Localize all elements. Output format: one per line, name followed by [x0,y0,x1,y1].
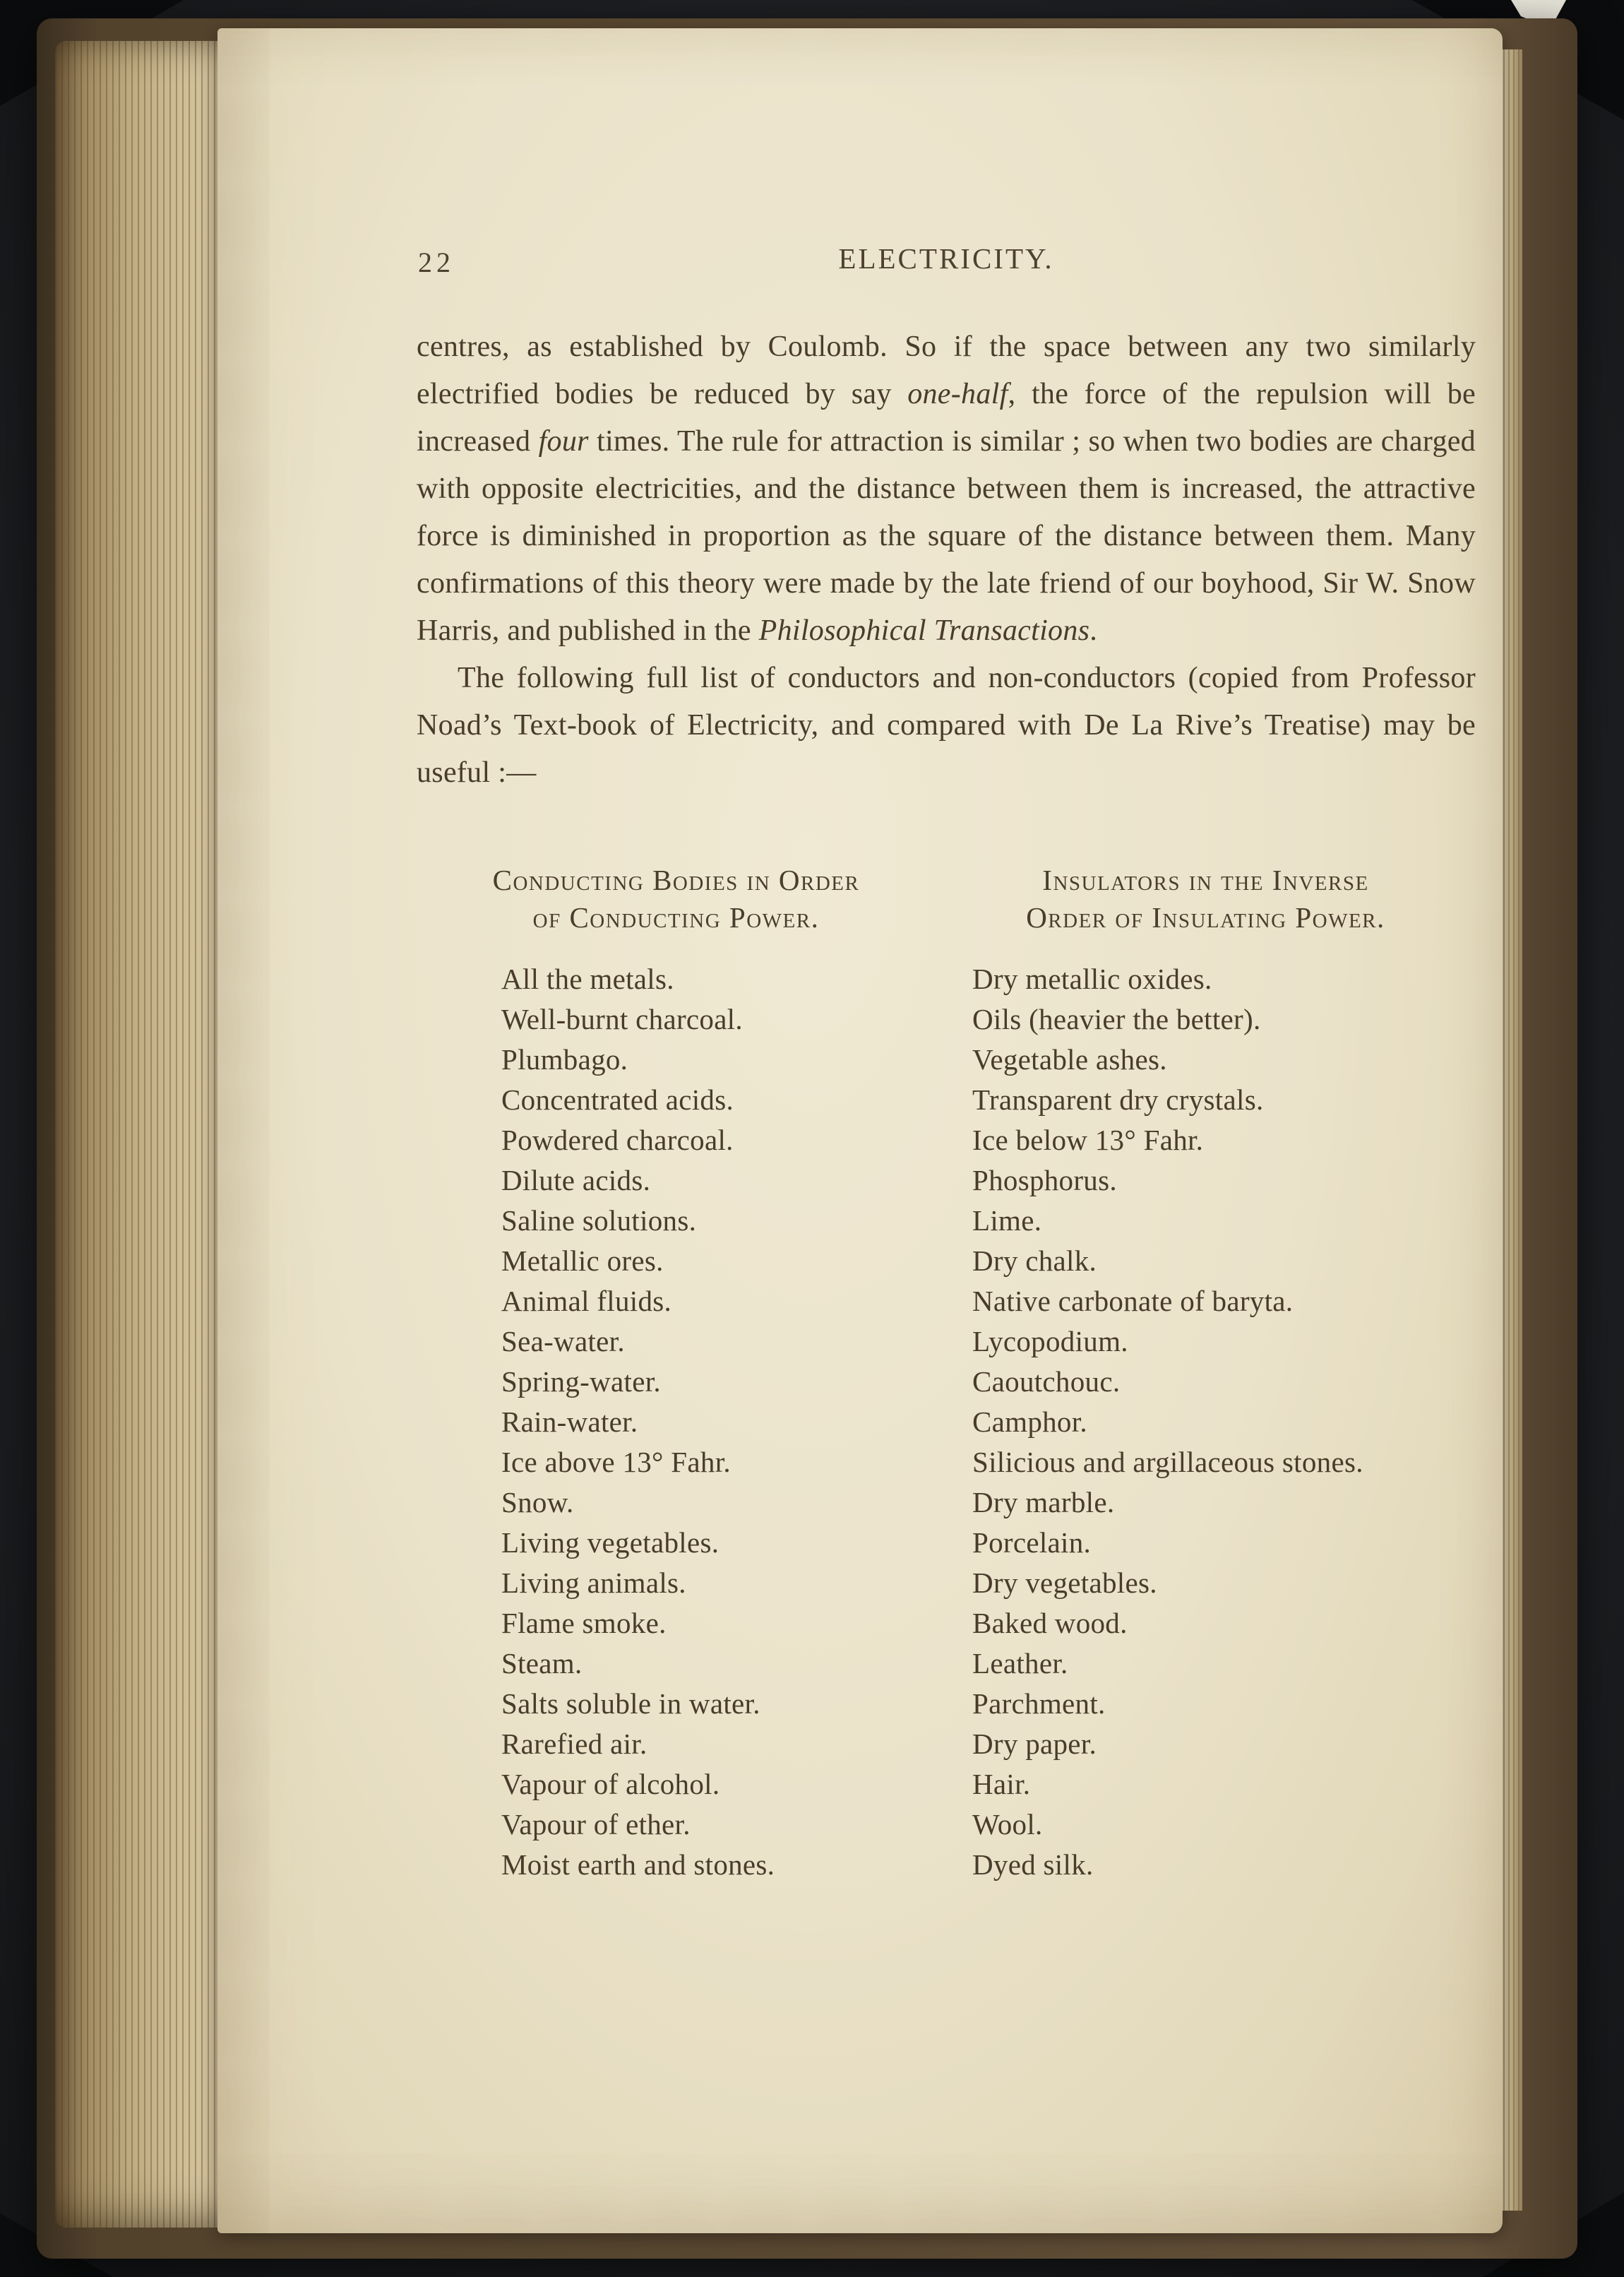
list-item: Silicious and argillaceous stones. [972,1446,1363,1478]
list-item: Camphor. [972,1405,1087,1438]
list-item: Parchment. [972,1687,1106,1720]
list-item: Spring-water. [501,1365,661,1398]
page-header-row [417,242,1476,287]
page-stack-edges-left [55,41,221,2228]
text-run: , the force of the repulsion will be increased [417,378,1476,458]
list-item: Caoutchouc. [972,1365,1121,1398]
list-item: Dyed silk. [972,1848,1094,1881]
paragraph-coulomb-law [417,323,1476,655]
italic-text-run: one-half [907,378,1008,410]
list-item: Flame smoke. [501,1607,667,1639]
italic-text-run: four [538,425,589,458]
two-column-lists [417,862,1476,1885]
list-item: Dry metallic oxides. [972,963,1212,995]
heading-line: Conducting Bodies in Order [492,864,860,896]
list-item: Rain-water. [501,1405,638,1438]
conductors-heading [417,862,936,937]
list-item: Baked wood. [972,1607,1128,1639]
list-item: Vapour of ether. [501,1808,691,1841]
list-item: Metallic ores. [501,1244,664,1277]
list-item: Transparent dry crystals. [972,1083,1264,1116]
list-item: Native carbonate of baryta. [972,1285,1294,1317]
heading-line: Order of Insulating Power. [1026,901,1385,934]
list-item: Living vegetables. [501,1526,720,1559]
text-run: The following full list of conductors and non-conductors (copied from Professor Noad’s Text-book of Electricity, and compared with De La Rive’s Treatise) may be useful :— [417,662,1476,789]
heading-line: of Conducting Power. [532,901,820,934]
list-item: Vegetable ashes. [972,1043,1167,1076]
list-item: Phosphorus. [972,1164,1117,1196]
list-item: Lycopodium. [972,1325,1128,1357]
list-item: Sea-water. [501,1325,625,1357]
list-item: Leather. [972,1647,1068,1679]
body-text [417,323,1476,797]
list-item: Vapour of alcohol. [501,1768,720,1800]
conductors-column [417,862,936,1885]
text-run: . [1089,614,1098,647]
insulators-list [936,959,1476,1885]
page-content [417,242,1476,1885]
list-item: Salts soluble in water. [501,1687,760,1720]
running-header: ELECTRICITY. [838,242,1054,275]
list-item: Oils (heavier the better). [972,1003,1261,1035]
list-item: Animal fluids. [501,1285,672,1317]
italic-text-run: Philosophical Transactions [758,614,1090,647]
paragraph-list-intro [417,655,1476,797]
insulators-column [936,862,1476,1885]
list-item: Dry paper. [972,1728,1097,1760]
list-item: Well-burnt charcoal. [501,1003,743,1035]
list-item: Living animals. [501,1566,686,1599]
book-page [217,28,1503,2233]
list-item: Ice above 13° Fahr. [501,1446,731,1478]
list-item: Rarefied air. [501,1728,647,1760]
list-item: Moist earth and stones. [501,1848,775,1881]
list-item: Wool. [972,1808,1043,1841]
list-item: Powdered charcoal. [501,1124,734,1156]
list-item: Plumbago. [501,1043,628,1076]
insulators-heading [936,862,1476,937]
heading-line: Insulators in the Inverse [1042,864,1369,896]
list-item: Snow. [501,1486,574,1518]
list-item: All the metals. [501,963,674,995]
list-item: Lime. [972,1204,1042,1237]
list-item: Hair. [972,1768,1031,1800]
text-run: centres, as established by Coulomb. So if the space between any two similarly electrified bodies be reduced by say [417,331,1476,410]
text-run: times. The rule for attraction is similar ; so when two bodies are charged with opposite electricities, and the distance between them is increased, the attractive force is diminished in proportion as the square of the distance between them. Many confirmations of this theory were made by the late friend of our boyhood, Sir W. Snow Harris, and published in the [417,425,1476,647]
list-item: Dilute acids. [501,1164,651,1196]
list-item: Ice below 13° Fahr. [972,1124,1204,1156]
list-item: Dry vegetables. [972,1566,1157,1599]
list-item: Steam. [501,1647,583,1679]
list-item: Saline solutions. [501,1204,697,1237]
page-number: 22 [418,246,455,278]
conductors-list [417,959,936,1885]
list-item: Dry chalk. [972,1244,1097,1277]
list-item: Dry marble. [972,1486,1115,1518]
list-item: Concentrated acids. [501,1083,734,1116]
list-item: Porcelain. [972,1526,1092,1559]
